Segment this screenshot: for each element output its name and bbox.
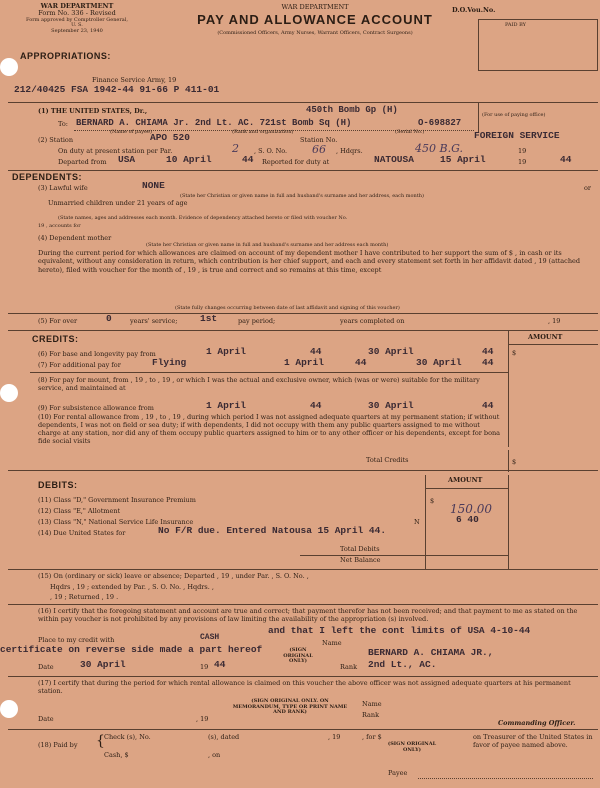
credits-label: CREDITS: (32, 334, 79, 344)
rank-typed: 2nd Lt., AC. (368, 659, 437, 670)
par-number: 2 (232, 142, 239, 155)
line11-label: (11) Class "D," Government Insurance Premium (38, 496, 196, 504)
rank-label-16: Rank (340, 663, 358, 671)
line14-label: (14) Due United States for (38, 529, 126, 537)
paid-by-label: PAID BY (505, 22, 526, 28)
departed-year: 44 (242, 154, 254, 165)
line13-label: (13) Class "N," National Service Life Insurance (38, 518, 194, 526)
header-left (22, 3, 132, 34)
reported-date: 15 April (440, 154, 486, 165)
paid-nineteen: , 19 (328, 733, 341, 741)
leave-line-3: , 19 ; Returned , 19 . (50, 593, 119, 601)
check-label: Check (s), No. (104, 733, 151, 741)
punch-hole-top (0, 58, 18, 76)
line6-to: 30 April (368, 346, 414, 357)
allotment-amount: 150.00 (450, 502, 492, 516)
mother-paragraph: During the current period for which allowances are claimed on account of my dependent mother I have contributed to her support the sum of $ , in cash or its equivalent, without any consideration in return, which contribution is her chief support, and each and every statement set forth in her affidavit dated , 19 (attached hereto), filed with voucher for the month of , 19 , is true and correct and so remains at this time, except (38, 249, 581, 274)
to-label: To: (58, 120, 68, 128)
date-label-17: Date (38, 715, 54, 723)
rank-label-17: Rank (362, 711, 380, 719)
reported-typed: NATOUSA (374, 154, 414, 165)
name-caption: (Name of payee) (110, 129, 152, 135)
mother-label: (4) Dependent mother (38, 234, 112, 242)
form-subtitle: (Commissioned Officers, Army Nurses, Warrant Officers, Contract Surgeons) (217, 30, 413, 37)
finance-line: Finance Service Army, 19 (92, 76, 177, 84)
reported-label: Reported for duty at (262, 158, 330, 166)
accounts-for: 19 , accounts for (38, 223, 81, 229)
line9-year2: 44 (482, 400, 494, 411)
punch-hole-middle (0, 384, 18, 402)
line9-year1: 44 (310, 400, 322, 411)
hdqrs-label: , Hdqrs. (336, 147, 363, 155)
approved-line-2: U. S. (71, 22, 83, 29)
treasurer-text: on Treasurer of the United States in favor of payee named above. (473, 733, 593, 750)
approved-date: September 23, 1940 (51, 27, 103, 34)
on-duty-label: On duty at present station per Par. (58, 147, 173, 155)
payee-serial-typed: O-698827 (418, 118, 462, 128)
payee-unit: 450th Bomb Gp (H) (306, 105, 398, 115)
payee-label: Payee (388, 769, 408, 777)
certify-typed-addition: and that I left the cont limits of USA 4-10-44 (268, 625, 531, 636)
for-dollar-label: , for $ (362, 733, 382, 741)
dependents-label: DEPENDENTS: (12, 172, 83, 182)
center-dept: WAR DEPARTMENT (281, 3, 349, 11)
reported-year: 44 (560, 154, 572, 165)
departed-from-label: Departed from (58, 158, 107, 166)
line13-code: N (414, 518, 420, 526)
line6-from: 1 April (206, 346, 246, 357)
name-label-17: Name (362, 700, 382, 708)
total-debits-label: Total Debits (340, 545, 380, 553)
certify-16-text: (16) I certify that the foregoing statement and account are true and correct; that payment therefor has not been received; and that payment to me as stated on the within pay voucher is not prohibited by any provisions of law limiting the availability of the appropriation (s) involved. (38, 607, 578, 624)
paid-brace: { (96, 733, 105, 749)
certify-17-text: (17) I certify that during the period for which rental allowance is claimed on this voucher the above officer was not assigned adequate quarters at his permanent station. (38, 679, 571, 696)
wife-typed: NONE (142, 180, 165, 191)
name-typed: BERNARD A. CHIAMA JR., (368, 647, 494, 658)
sign-original-note-3: (SIGN ORIGINAL ONLY) (387, 741, 437, 753)
credits-dollar: $ (512, 349, 517, 357)
line6-year2: 44 (482, 346, 494, 357)
line7-label: (7) For additional pay for (38, 361, 121, 369)
place-credit-label: Place to my credit with (38, 636, 115, 644)
line9-label: (9) For subsistence allowance from (38, 404, 154, 412)
departed-date: 10 April (166, 154, 212, 165)
line6-year1: 44 (310, 346, 322, 357)
payee-name-typed: BERNARD A. CHIAMA Jr. 2nd Lt. AC. 721st Bomb Sq (H) (76, 118, 352, 128)
hdqrs-handwritten: 450 B.G. (415, 142, 463, 155)
children-label: Unmarried children under 21 years of age (48, 199, 188, 207)
wife-caption: (State her Christian or given name in full and husband's surname and her address, each month) (180, 193, 424, 199)
left-dept: WAR DEPARTMENT (40, 2, 114, 10)
cash-label: Cash, $ (104, 751, 129, 759)
total-credits-dollar: $ (512, 458, 517, 466)
cash-typed: CASH (200, 633, 220, 642)
line8-text: (8) For pay for mount, from , 19 , to , 19 , or which I was the actual and exclusive owner, which (was or were) suitable for the military service, and maintained at (38, 376, 480, 393)
paid-by-box (478, 19, 598, 71)
on-label: , on (208, 751, 221, 759)
name-label-16: Name (322, 639, 342, 647)
do-voucher-number-label: D.O.Vou.No. (452, 6, 496, 14)
date-label-16: Date (38, 663, 54, 671)
nsli-amount: 6 40 (456, 514, 479, 525)
leave-line-2: Hqdrs , 19 ; extended by Par. , S. O. No. , Hqdrs. , (50, 583, 214, 591)
header-center (190, 4, 440, 37)
pay-period-typed: 1st (200, 313, 218, 324)
station-label: (2) Station (38, 136, 74, 144)
line7-for: Flying (152, 357, 187, 368)
line9-to: 30 April (368, 400, 414, 411)
service-years: 0 (106, 313, 112, 324)
serial-caption: (Serial No.) (395, 129, 425, 135)
date-nineteen: 19 (200, 663, 209, 671)
date-year: 44 (214, 659, 226, 670)
net-balance-label: Net Balance (340, 556, 381, 564)
date-typed: 30 April (80, 659, 126, 670)
changes-caption: (State fully changes occurring between date of last affidavit and signing of this voucher) (175, 305, 400, 311)
form-title: PAY AND ALLOWANCE ACCOUNT (197, 12, 433, 28)
payee-item-label: (1) THE UNITED STATES, Dr., (38, 107, 148, 115)
approved-line-1: Form approved by Comptroller General, (26, 16, 128, 23)
line10-text: (10) For rental allowance from , 19 , to , 19 , during which period I was not assigned adequate quarters at my permanent station; if without dependents, I was not on field or sea duty; if with dependents, I did not occupy with them any public quarters assigned to me without charge at any station, nor did any of them occupy public quarters assigned to him or to any other officer or his dependents, except for bona fide social visits (38, 413, 501, 445)
rank-caption: (Rank and organization) (232, 129, 294, 135)
line14-typed: No F/R due. Entered Natousa 15 April 44. (158, 525, 387, 536)
line7-from: 1 April (284, 357, 324, 368)
debits-amount-header: AMOUNT (448, 476, 483, 484)
station-typed: APO 520 (150, 132, 190, 143)
mother-caption: (State her Christian or given name in full and husband's surname and her address each month) (146, 242, 389, 248)
line7-year2: 44 (482, 357, 494, 368)
form-number: Form No. 336 - Revised (38, 9, 116, 18)
appropriations-label: APPROPRIATIONS: (20, 51, 111, 61)
certificate-typed: certificate on reverse side made a part hereof (0, 644, 263, 655)
years-completed-label: years completed on (340, 317, 405, 325)
service-year-end: , 19 (548, 317, 561, 325)
children-caption: (State names, ages and addresses each month. Evidence of dependency attached hereto or filed with voucher No. (58, 215, 348, 221)
line7-year1: 44 (355, 357, 367, 368)
paid-by-label-18: (18) Paid by (38, 741, 78, 749)
pay-period-label: pay period; (238, 317, 276, 325)
nineteen-2: 19 (518, 158, 527, 166)
leave-line-1: (15) On (ordinary or sick) leave or absence; Departed , 19 , under Par. , S. O. No. , (38, 572, 309, 580)
appropriation-typed: 212/40425 FSA 1942-44 91-66 P 411-01 (14, 84, 220, 95)
commanding-officer: Commanding Officer. (498, 719, 576, 727)
credits-amount-header: AMOUNT (528, 333, 563, 341)
date-nineteen-17: , 19 (196, 715, 209, 723)
so-number-label: , S. O. No. (254, 147, 288, 155)
dated-label: (s), dated (208, 733, 240, 741)
punch-hole-bottom (0, 700, 18, 718)
or-label: or (584, 184, 592, 192)
total-credits-label: Total Credits (366, 456, 409, 464)
sign-original-note-2: (SIGN ORIGINAL ONLY. ON MEMORANDUM, TYPE OR PRINT NAME AND RANK) (232, 698, 348, 715)
station-number-label: Station No. (300, 136, 338, 144)
so-number: 66 (312, 143, 326, 156)
nineteen-1: 19 (518, 147, 527, 155)
service-label: (5) For over (38, 317, 78, 325)
wife-label: (3) Lawful wife (38, 184, 88, 192)
line7-to: 30 April (416, 357, 462, 368)
departed-from-typed: USA (118, 154, 136, 165)
debits-label: DEBITS: (38, 480, 78, 490)
foreign-service-stamp: FOREIGN SERVICE (474, 130, 560, 141)
debits-dollar: $ (430, 497, 435, 505)
paying-office-note: (For use of paying office) (482, 112, 546, 118)
line12-label: (12) Class "E," Allotment (38, 507, 121, 515)
line6-label: (6) For base and longevity pay from (38, 350, 156, 358)
years-service-label: years' service; (130, 317, 178, 325)
sign-original-note-1: (SIGN ORIGINAL ONLY) (283, 647, 313, 664)
line9-from: 1 April (206, 400, 246, 411)
